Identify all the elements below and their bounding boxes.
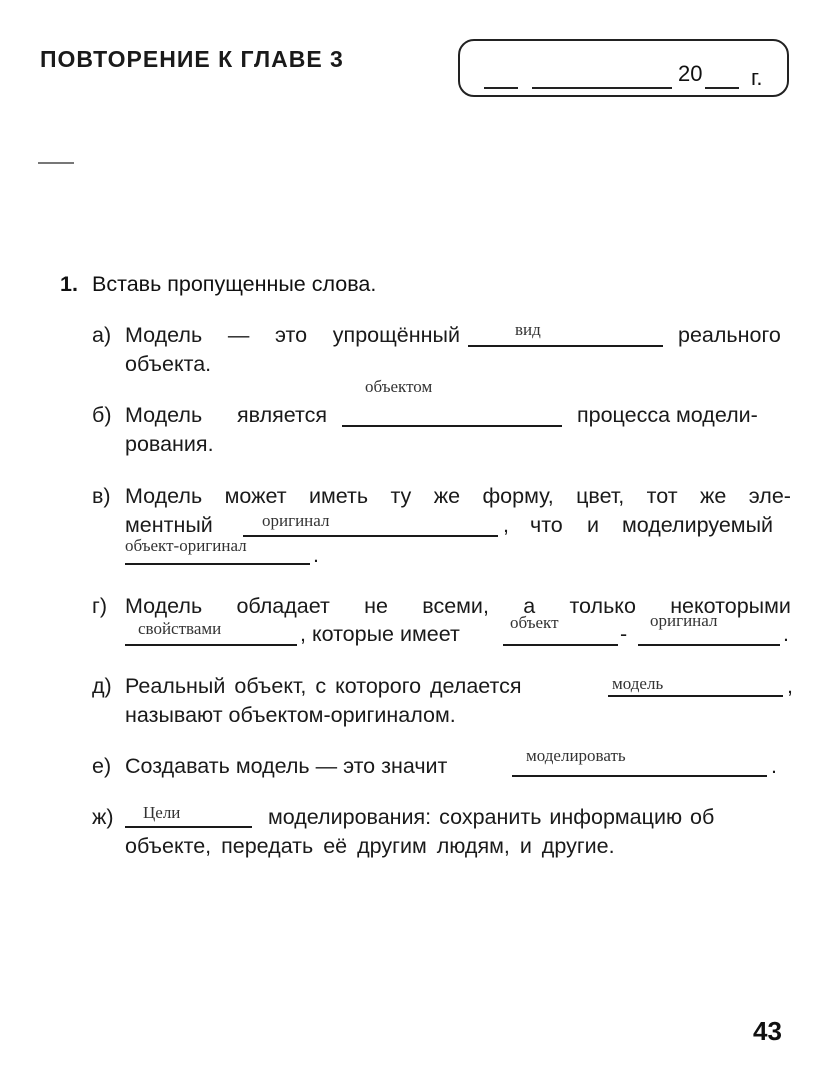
item-g-blank-1[interactable] xyxy=(125,644,297,646)
item-a-line1-words: Модель — это упрощённый xyxy=(125,323,460,347)
item-d-blank[interactable] xyxy=(608,695,783,697)
item-g-mid: , которые имеет xyxy=(300,622,460,646)
date-g-label: г. xyxy=(751,65,763,90)
item-zh-marker: ж) xyxy=(92,805,114,829)
page-number: 43 xyxy=(753,1016,782,1046)
stray-mark xyxy=(38,162,74,164)
item-v-chto: что xyxy=(530,513,563,537)
item-g-answer-3: оригинал xyxy=(650,611,718,630)
item-g-answer-1: свойствами xyxy=(138,619,222,638)
task-instruction: Вставь пропущенные слова. xyxy=(92,272,377,296)
item-g-line1-words: Модель обладает не всеми, а только некоторыми xyxy=(125,594,791,618)
page-title: ПОВТОРЕНИЕ К ГЛАВЕ 3 xyxy=(40,46,344,72)
date-year-label: 20 xyxy=(678,61,703,86)
date-day-blank[interactable] xyxy=(484,87,518,89)
item-e-answer: моделировать xyxy=(526,746,626,765)
item-zh-line2: объекте, передать её другим людям, и другие. xyxy=(125,834,615,858)
item-d-answer: модель xyxy=(612,674,664,693)
item-a-answer: вид xyxy=(515,320,541,339)
item-a-blank[interactable] xyxy=(468,345,663,347)
item-b-after: процесса модели- xyxy=(577,403,758,427)
date-year-blank[interactable] xyxy=(705,87,739,89)
date-box xyxy=(458,39,789,97)
item-zh-line1: моделирования: сохранить информацию об xyxy=(268,805,715,829)
item-a-after: реального xyxy=(678,323,781,347)
item-d-comma: , xyxy=(787,674,793,698)
item-a-marker: а) xyxy=(92,323,112,347)
item-b-blank[interactable] xyxy=(342,425,562,427)
item-e-line1: Создавать модель — это значит xyxy=(125,754,448,778)
item-d-line1: Реальный объект, с которого делается xyxy=(125,674,522,698)
item-g-blank-3[interactable] xyxy=(638,644,780,646)
item-b-answer: объектом xyxy=(365,377,433,396)
task-number: 1. xyxy=(60,272,78,296)
item-v-marker: в) xyxy=(92,484,111,508)
item-zh-answer: Цели xyxy=(143,803,181,822)
item-zh-blank[interactable] xyxy=(125,826,252,828)
item-g-marker: г) xyxy=(92,594,108,618)
item-a-line2: объекта. xyxy=(125,352,212,376)
item-d-line2: называют объектом-оригиналом. xyxy=(125,703,456,727)
item-v-blank-2[interactable] xyxy=(125,563,310,565)
item-g-hyphen: - xyxy=(620,622,628,646)
item-d-marker: д) xyxy=(92,674,112,698)
item-g-answer-2: объект xyxy=(510,613,559,632)
item-e-marker: е) xyxy=(92,754,112,778)
item-v-modeliruemyy: моделируемый xyxy=(622,513,774,537)
item-v-end: . xyxy=(313,543,319,567)
item-v-blank-1[interactable] xyxy=(243,535,498,537)
item-v-line1-words: Модель может иметь ту же форму, цвет, тот же эле- xyxy=(125,484,791,508)
item-b-marker: б) xyxy=(92,403,112,427)
item-e-end: . xyxy=(771,754,777,778)
item-v-comma: , xyxy=(503,513,509,537)
item-g-blank-2[interactable] xyxy=(503,644,618,646)
item-v-answer-1: оригинал xyxy=(262,511,330,530)
item-v-answer-2: объект-оригинал xyxy=(125,536,247,555)
item-g-end: . xyxy=(783,622,789,646)
item-e-blank[interactable] xyxy=(512,775,767,777)
item-b-line1-words: Модель является xyxy=(125,403,327,427)
item-v-i: и xyxy=(587,513,600,537)
item-v-line2-start: ментный xyxy=(125,513,213,537)
item-b-line2: рования. xyxy=(125,432,214,456)
date-month-blank[interactable] xyxy=(532,87,672,89)
